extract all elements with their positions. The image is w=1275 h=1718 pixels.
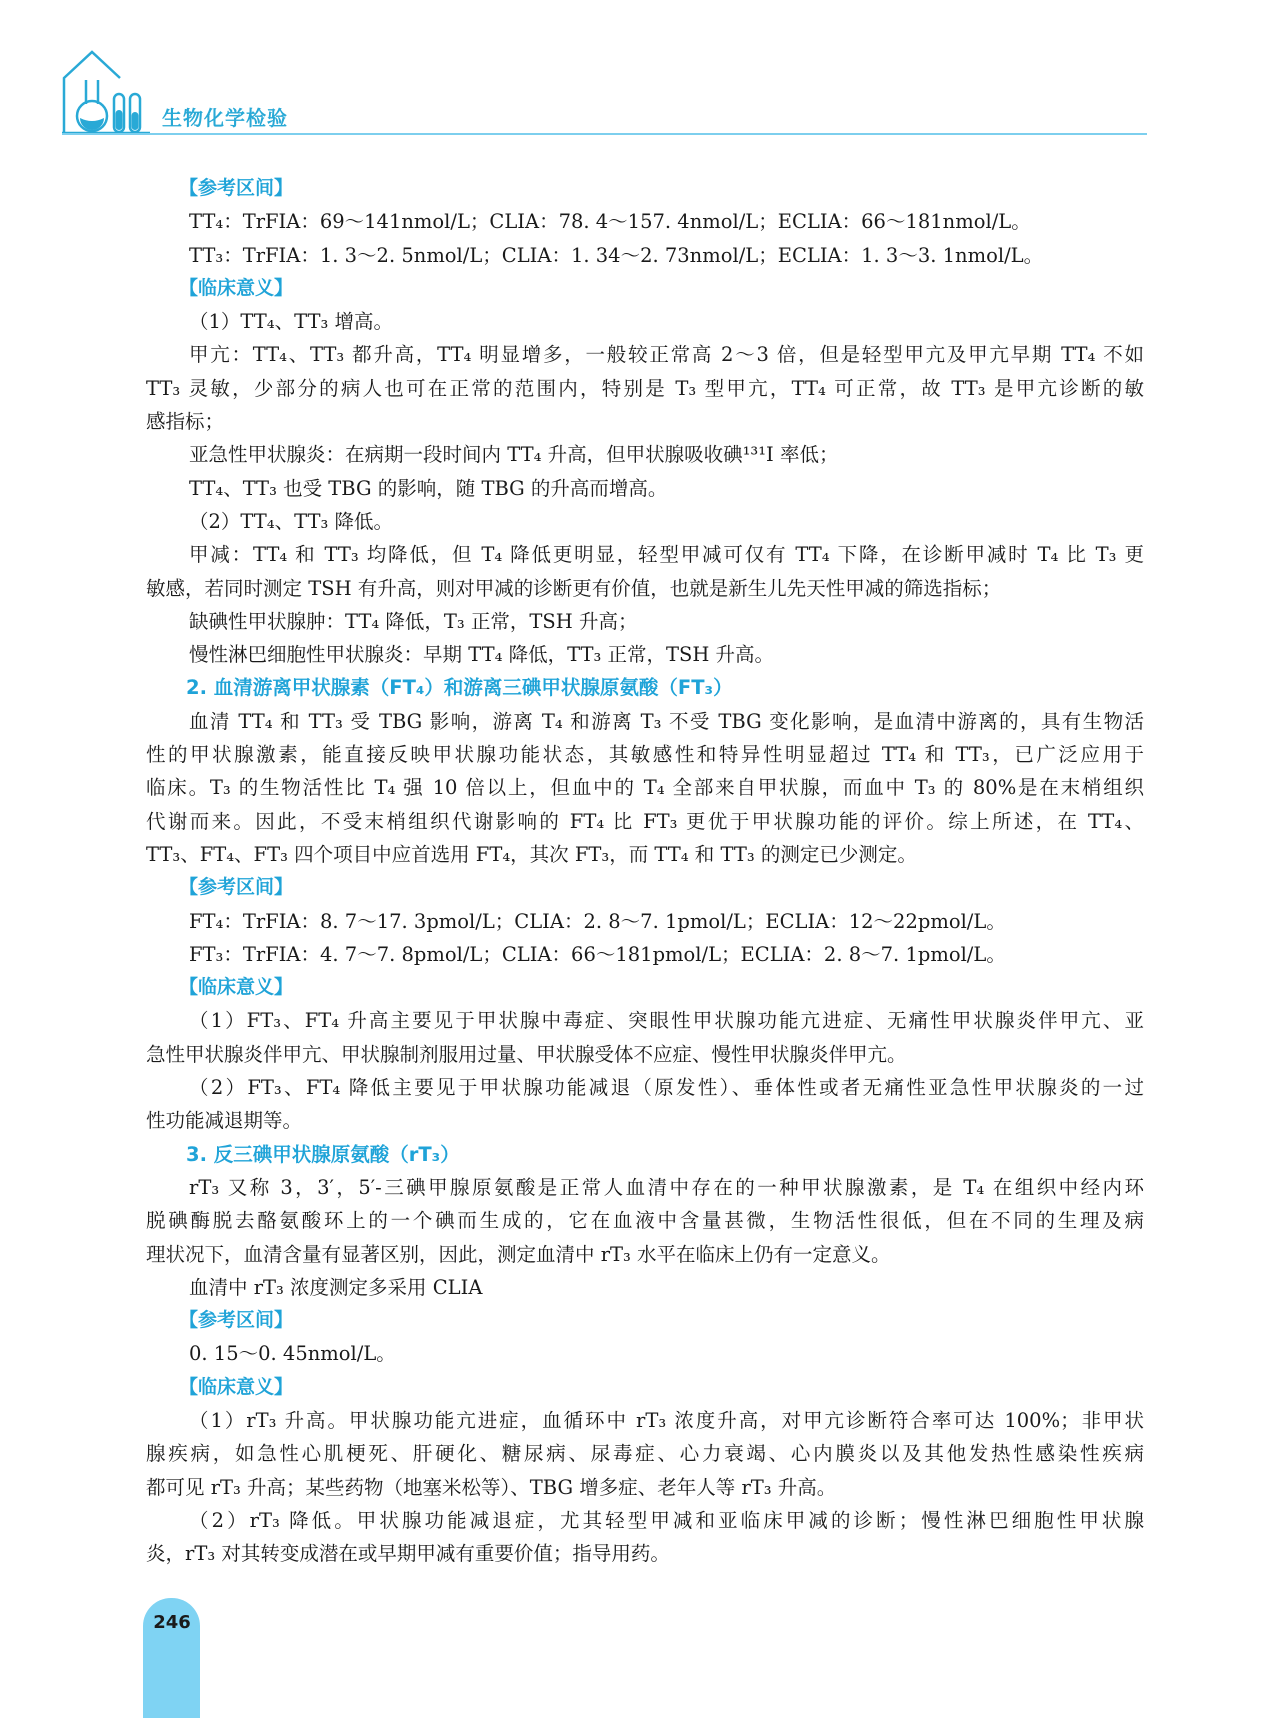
page-header [0, 0, 1275, 140]
paragraph: 代谢而来。因此，不受末梢组织代谢影响的 FT₄ 比 FT₃ 更优于甲状腺功能的评价。综上所述，在 TT₄、 [146, 809, 1144, 833]
paragraph: 甲亢：TT₄、TT₃ 都升高，TT₄ 明显增多，一般较正常高 2～3 倍，但是轻型甲亢及甲亢早期 TT₄ 不如 [189, 343, 1144, 367]
tt3-reference: TT₃：TrFIA：1. 3～2. 5nmol/L；CLIA：1. 34～2. 73nmol/L；ECLIA：1. 3～3. 1nmol/L。 [189, 243, 1044, 267]
book-title: 生物化学检验 [162, 106, 288, 130]
paragraph: 炎，rT₃ 对其转变成潜在或早期甲减有重要价值；指导用药。 [146, 1542, 670, 1566]
paragraph: 脱碘酶脱去酪氨酸环上的一个碘而生成的，它在血液中含量甚微，生物活性很低，但在不同的生理及病 [146, 1209, 1144, 1233]
clinical-significance-label: 【临床意义】 [179, 1375, 294, 1398]
paragraph: 敏感，若同时测定 TSH 有升高，则对甲减的诊断更有价值，也就是新生儿先天性甲减的筛选指标； [146, 576, 1002, 600]
paragraph: 都可见 rT₃ 升高；某些药物（地塞米松等）、TBG 增多症、老年人等 rT₃ 升高。 [146, 1475, 837, 1499]
paragraph: （2）TT₄、TT₃ 降低。 [189, 509, 393, 533]
paragraph: （1）FT₃、FT₄ 升高主要见于甲状腺中毒症、突眼性甲状腺功能亢进症、无痛性甲状腺炎伴甲亢、亚 [189, 1009, 1144, 1033]
section-heading: 3. 反三碘甲状腺原氨酸（rT₃） [186, 1142, 460, 1166]
clinical-significance-label: 【临床意义】 [179, 976, 294, 999]
paragraph: TT₄、TT₃ 也受 TBG 的影响，随 TBG 的升高而增高。 [189, 476, 668, 500]
reference-range-label: 【参考区间】 [179, 876, 294, 899]
paragraph: 感指标； [146, 410, 225, 434]
section-heading: 2. 血清游离甲状腺素（FT₄）和游离三碘甲状腺原氨酸（FT₃） [186, 676, 733, 700]
paragraph: rT₃ 又称 3，3′，5′-三碘甲腺原氨酸是正常人血清中存在的一种甲状腺激素，是 T₄ 在组织中经内环 [189, 1175, 1144, 1199]
reference-range-label: 【参考区间】 [179, 177, 294, 199]
ft3-reference: FT₃：TrFIA：4. 7～7. 8pmol/L；CLIA：66～181pmol/L；ECLIA：2. 8～7. 1pmol/L。 [189, 942, 1006, 966]
paragraph: （1）TT₄、TT₃ 增高。 [189, 310, 393, 334]
rt3-reference: 0. 15～0. 45nmol/L。 [189, 1342, 396, 1366]
page-body [146, 172, 1144, 1570]
paragraph: 甲减：TT₄ 和 TT₃ 均降低，但 T₄ 降低更明显，轻型甲减可仅有 TT₄ 下降，在诊断甲减时 T₄ 比 T₃ 更 [189, 543, 1144, 567]
page-number: 246 [153, 1612, 191, 1633]
paragraph: 亚急性甲状腺炎：在病期一段时间内 TT₄ 升高，但甲状腺吸收碘¹³¹I 率低； [189, 443, 839, 467]
paragraph: 血清中 rT₃ 浓度测定多采用 CLIA [189, 1275, 483, 1299]
paragraph: 性功能减退期等。 [146, 1109, 303, 1133]
paragraph: （2）FT₃、FT₄ 降低主要见于甲状腺功能减退（原发性）、垂体性或者无痛性亚急性甲状腺炎的一过 [189, 1076, 1144, 1100]
paragraph: 缺碘性甲状腺肿：TT₄ 降低，T₃ 正常，TSH 升高； [189, 609, 638, 633]
clinical-significance-label: 【临床意义】 [179, 276, 294, 299]
paragraph: 理状况下，血清含量有显著区别，因此，测定血清中 rT₃ 水平在临床上仍有一定意义。 [146, 1242, 891, 1266]
paragraph: 慢性淋巴细胞性甲状腺炎：早期 TT₄ 降低，TT₃ 正常，TSH 升高。 [189, 643, 775, 667]
lab-flask-logo-icon [0, 0, 160, 140]
paragraph: 临床。T₃ 的生物活性比 T₄ 强 10 倍以上，但血中的 T₄ 全部来自甲状腺，而血中 T₃ 的 80%是在末梢组织 [146, 776, 1144, 800]
paragraph: 腺疾病，如急性心肌梗死、肝硬化、糖尿病、尿毒症、心力衰竭、心内膜炎以及其他发热性感染性疾病 [146, 1442, 1144, 1466]
paragraph: TT₃、FT₄、FT₃ 四个项目中应首选用 FT₄，其次 FT₃，而 TT₄ 和 TT₃ 的测定已少测定。 [146, 842, 917, 866]
paragraph: 血清 TT₄ 和 TT₃ 受 TBG 影响，游离 T₄ 和游离 T₃ 不受 TBG 变化影响，是血清中游离的，具有生物活 [189, 709, 1144, 733]
paragraph: 急性甲状腺炎伴甲亢、甲状腺制剂服用过量、甲状腺受体不应症、慢性甲状腺炎伴甲亢。 [146, 1042, 907, 1066]
paragraph: TT₃ 灵敏，少部分的病人也可在正常的范围内，特别是 T₃ 型甲亢，TT₄ 可正常，故 TT₃ 是甲亢诊断的敏 [146, 376, 1144, 400]
paragraph: （2）rT₃ 降低。甲状腺功能减退症，尤其轻型甲减和亚临床甲减的诊断；慢性淋巴细胞性甲状腺 [189, 1508, 1144, 1532]
header-rule [62, 133, 1147, 135]
paragraph: 性的甲状腺激素，能直接反映甲状腺功能状态，其敏感性和特异性明显超过 TT₄ 和 TT₃，已广泛应用于 [146, 743, 1144, 767]
tt4-reference: TT₄：TrFIA：69～141nmol/L；CLIA：78. 4～157. 4nmol/L；ECLIA：66～181nmol/L。 [189, 210, 1031, 234]
ft4-reference: FT₄：TrFIA：8. 7～17. 3pmol/L；CLIA：2. 8～7. 1pmol/L；ECLIA：12～22pmol/L。 [189, 909, 1006, 933]
reference-range-label: 【参考区间】 [179, 1309, 294, 1332]
paragraph: （1）rT₃ 升高。甲状腺功能亢进症，血循环中 rT₃ 浓度升高，对甲亢诊断符合率可达 100%；非甲状 [189, 1408, 1144, 1432]
